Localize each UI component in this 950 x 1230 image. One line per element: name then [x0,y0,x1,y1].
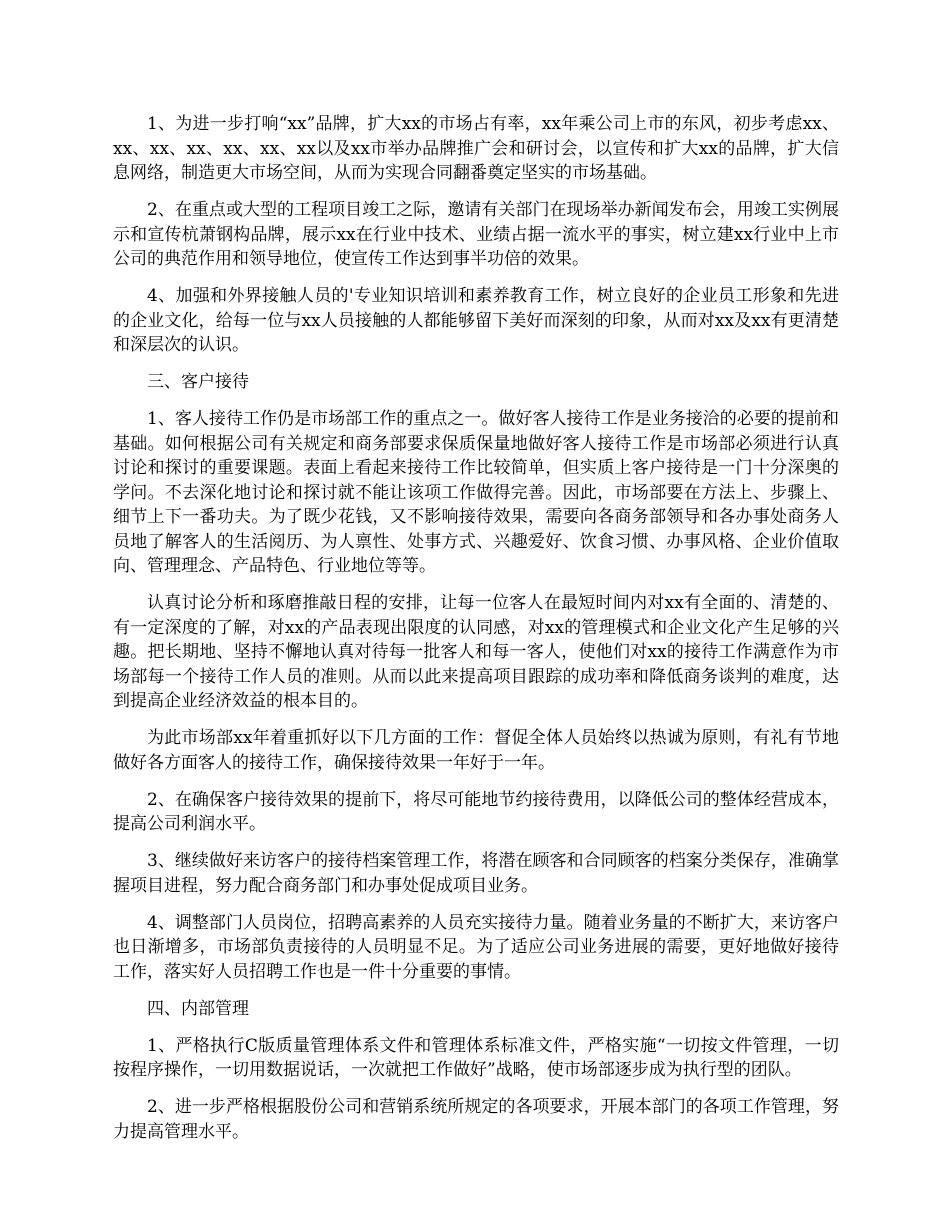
paragraph-press-conference: 2、在重点或大型的工程项目竣工之际，邀请有关部门在现场举办新闻发布会，用竣工实例展示和宣传杭萧钢构品牌，展示xx在行业中技术、业绩占据一流水平的事实，树立建xx行业中上市公司的典范作用和领导地位，使宣传工作达到事半功倍的效果。 [113,200,839,269]
paragraph-schedule-planning: 认真讨论分析和琢磨推敲日程的安排，让每一位客人在最短时间内对xx有全面的、清楚的、有一定深度的了解，对xx的产品表现出限度的认同感，对xx的管理模式和企业文化产生足够的兴趣。把长期地、坚持不懈地认真对待每一批客人和每一客人，使他们对xx的接待工作满意作为市场部每一个接待工作人员的准则。从而以此来提高项目跟踪的成功率和降低商务谈判的难度，达到提高企业经济效益的根本目的。 [113,593,839,711]
paragraph-staff-training: 4、加强和外界接触人员的'专业知识培训和素养教育工作，树立良好的企业员工形象和先进的企业文化，给每一位与xx人员接触的人都能够留下美好而深刻的印象，从而对xx及xx有更清楚和深层次的认识。 [113,286,839,355]
section-heading-customer-reception: 三、客户接待 [147,372,249,392]
paragraph-archive-management: 3、继续做好来访客户的接待档案管理工作，将潜在顾客和合同顾客的档案分类保存，准确掌握项目进程，努力配合商务部门和办事处促成项目业务。 [113,851,839,896]
paragraph-cost-saving: 2、在确保客户接待效果的提前下，将尽可能地节约接待费用，以降低公司的整体经营成本，提高公司利润水平。 [113,789,839,834]
document-body [113,112,839,1157]
paragraph-reception-focus: 1、客人接待工作仍是市场部工作的重点之一。做好客人接待工作是业务接洽的必要的提前和基础。如何根据公司有关规定和商务部要求保质保量地做好客人接待工作是市场部必须进行认真讨论和探讨的重要课题。表面上看起来接待工作比较简单，但实质上客户接待是一门十分深奥的学问。不去深化地讨论和探讨就不能让该项工作做得完善。因此，市场部要在方法上、步骤上、细节上下一番功夫。为了既少花钱，又不影响接待效果，需要向各商务部领导和各办事处商务人员地了解客人的生活阅历、为人禀性、处事方式、兴趣爱好、饮食习惯、办事风格、企业价值取向、管理理念、产品特色、行业地位等等。 [113,409,839,576]
section-heading-internal-management: 四、内部管理 [147,998,249,1019]
paragraph-staff-recruitment: 4、调整部门人员岗位，招聘高素养的人员充实接待力量。随着业务量的不断扩大，来访客户也日渐增多，市场部负责接待的人员明显不足。为了适应公司业务进展的需要，更好地做好接待工作，落实好人员招聘工作也是一件十分重要的事情。 [113,912,839,982]
paragraph-quality-system: 1、严格执行C版质量管理体系文件和管理体系标准文件，严格实施“一切按文件管理，一切按程序操作，一切用数据说话，一次就把工作做好”战略，使市场部逐步成为执行型的团队。 [113,1035,839,1080]
paragraph-brand-promotion: 1、为进一步打响“xx”品牌，扩大xx的市场占有率，xx年乘公司上市的东风，初步考虑xx、xx、xx、xx、xx、xx、xx以及xx市举办品牌推广会和研讨会，以宣传和扩大xx的品牌，扩大信息网络，制造更大市场空间，从而为实现合同翻番奠定坚实的市场基础。 [113,114,839,183]
paragraph-reception-principle: 为此市场部xx年着重抓好以下几方面的工作：督促全体人员始终以热诚为原则，有礼有节地做好各方面客人的接待工作，确保接待效果一年好于一年。 [113,728,839,773]
paragraph-management-level: 2、进一步严格根据股份公司和营销系统所规定的各项要求，开展本部门的各项工作管理，努力提高管理水平。 [113,1097,839,1142]
